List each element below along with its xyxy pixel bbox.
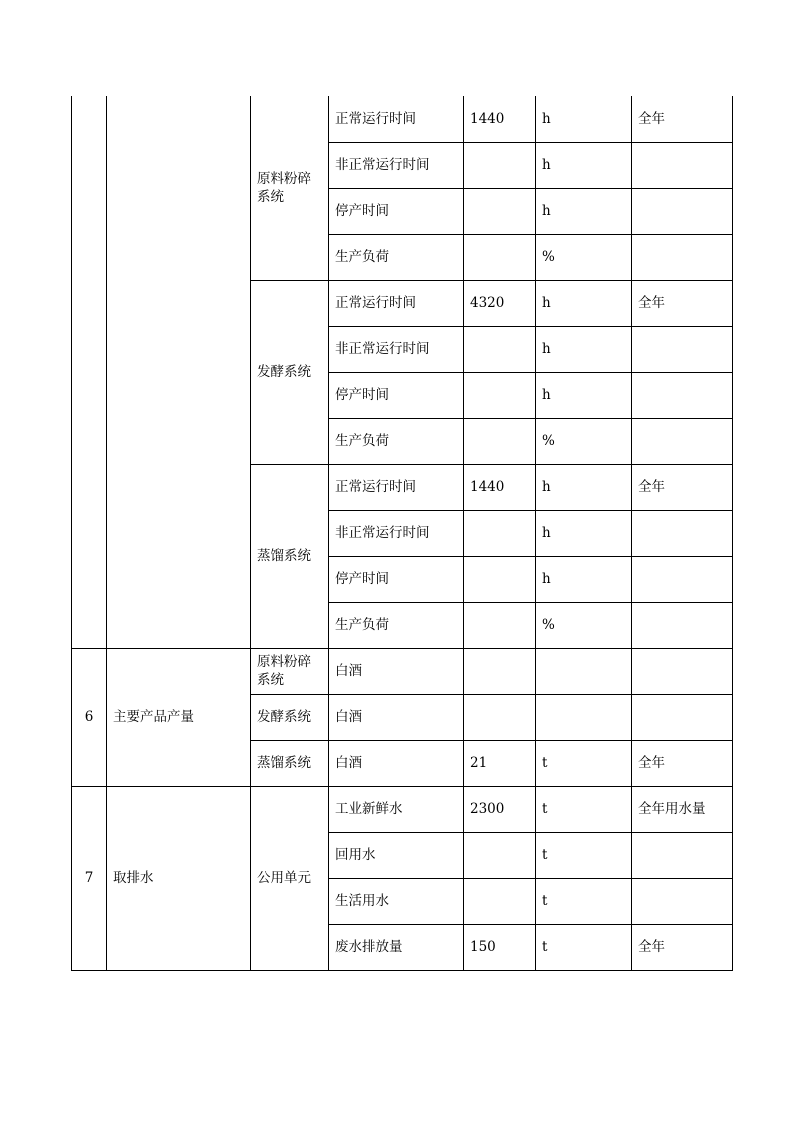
remark-cell (632, 832, 733, 878)
value-cell: 4320 (464, 280, 536, 326)
remark-cell (632, 372, 733, 418)
system-name-cell: 蒸馏系统 (251, 464, 329, 648)
item-name-cell: 非正常运行时间 (329, 142, 464, 188)
value-cell (464, 602, 536, 648)
value-cell: 150 (464, 924, 536, 970)
sequence-number-cell: 7 (72, 786, 107, 970)
system-name-cell: 公用单元 (251, 786, 329, 970)
item-name-cell: 非正常运行时间 (329, 510, 464, 556)
item-name-cell: 正常运行时间 (329, 96, 464, 142)
unit-cell: h (536, 326, 632, 372)
remark-cell (632, 418, 733, 464)
unit-cell: t (536, 786, 632, 832)
item-name-cell: 白酒 (329, 694, 464, 740)
system-name-cell: 原料粉碎系统 (251, 648, 329, 694)
value-cell (464, 418, 536, 464)
remark-cell (632, 602, 733, 648)
unit-cell: h (536, 142, 632, 188)
unit-cell (536, 648, 632, 694)
item-name-cell: 生活用水 (329, 878, 464, 924)
value-cell: 1440 (464, 96, 536, 142)
item-name-cell: 停产时间 (329, 556, 464, 602)
remark-cell: 全年用水量 (632, 786, 733, 832)
unit-cell: h (536, 96, 632, 142)
item-name-cell: 生产负荷 (329, 602, 464, 648)
item-name-cell: 白酒 (329, 648, 464, 694)
value-cell (464, 648, 536, 694)
remark-cell (632, 694, 733, 740)
category-cell (107, 96, 251, 648)
item-name-cell: 生产负荷 (329, 418, 464, 464)
item-name-cell: 停产时间 (329, 372, 464, 418)
value-cell (464, 372, 536, 418)
value-cell (464, 832, 536, 878)
remark-cell (632, 878, 733, 924)
item-name-cell: 回用水 (329, 832, 464, 878)
item-name-cell: 非正常运行时间 (329, 326, 464, 372)
item-name-cell: 白酒 (329, 740, 464, 786)
unit-cell: % (536, 418, 632, 464)
table-row (72, 786, 733, 832)
unit-cell: % (536, 602, 632, 648)
category-cell: 取排水 (107, 786, 251, 970)
unit-cell: h (536, 372, 632, 418)
table-row (72, 648, 733, 694)
unit-cell: h (536, 188, 632, 234)
item-name-cell: 停产时间 (329, 188, 464, 234)
unit-cell: h (536, 556, 632, 602)
unit-cell: t (536, 832, 632, 878)
remark-cell: 全年 (632, 740, 733, 786)
value-cell: 21 (464, 740, 536, 786)
unit-cell (536, 694, 632, 740)
value-cell (464, 188, 536, 234)
remark-cell (632, 234, 733, 280)
remark-cell: 全年 (632, 280, 733, 326)
remark-cell: 全年 (632, 924, 733, 970)
unit-cell: t (536, 924, 632, 970)
remark-cell: 全年 (632, 96, 733, 142)
unit-cell: h (536, 510, 632, 556)
remark-cell (632, 188, 733, 234)
sequence-number-cell (72, 96, 107, 648)
value-cell (464, 878, 536, 924)
unit-cell: h (536, 464, 632, 510)
remark-cell (632, 556, 733, 602)
system-name-cell: 蒸馏系统 (251, 740, 329, 786)
value-cell (464, 142, 536, 188)
value-cell (464, 556, 536, 602)
system-name-cell: 发酵系统 (251, 694, 329, 740)
unit-cell: t (536, 740, 632, 786)
remark-cell (632, 648, 733, 694)
remark-cell (632, 510, 733, 556)
value-cell (464, 694, 536, 740)
value-cell (464, 234, 536, 280)
value-cell (464, 326, 536, 372)
unit-cell: t (536, 878, 632, 924)
remark-cell (632, 326, 733, 372)
item-name-cell: 正常运行时间 (329, 280, 464, 326)
production-data-table (71, 96, 733, 971)
sequence-number-cell: 6 (72, 648, 107, 786)
item-name-cell: 工业新鲜水 (329, 786, 464, 832)
system-name-cell: 原料粉碎系统 (251, 96, 329, 280)
table-body (72, 96, 733, 970)
value-cell (464, 510, 536, 556)
item-name-cell: 废水排放量 (329, 924, 464, 970)
system-name-cell: 发酵系统 (251, 280, 329, 464)
value-cell: 2300 (464, 786, 536, 832)
item-name-cell: 正常运行时间 (329, 464, 464, 510)
item-name-cell: 生产负荷 (329, 234, 464, 280)
remark-cell (632, 142, 733, 188)
remark-cell: 全年 (632, 464, 733, 510)
unit-cell: % (536, 234, 632, 280)
table-row (72, 96, 733, 142)
unit-cell: h (536, 280, 632, 326)
category-cell: 主要产品产量 (107, 648, 251, 786)
value-cell: 1440 (464, 464, 536, 510)
